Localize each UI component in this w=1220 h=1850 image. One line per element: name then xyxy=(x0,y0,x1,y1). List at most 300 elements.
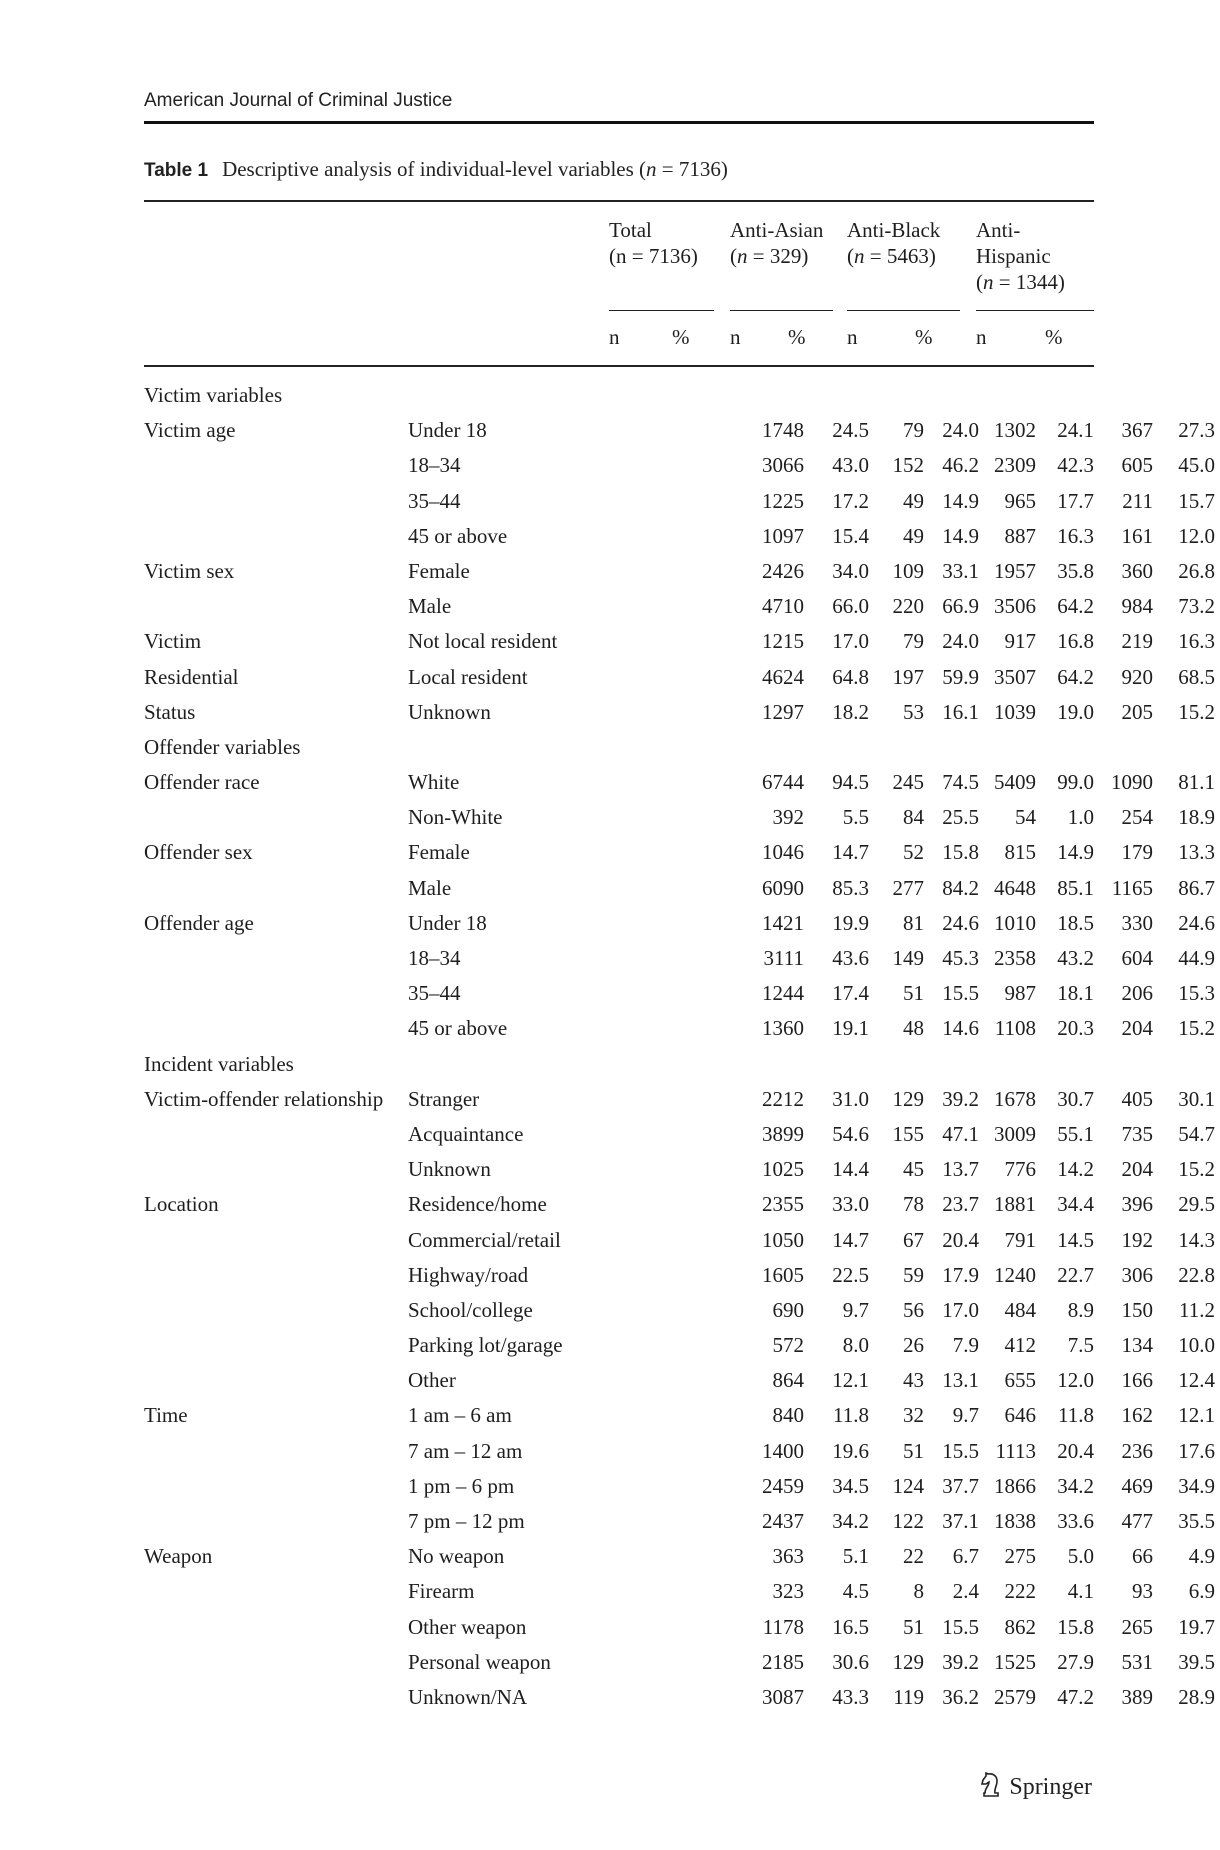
row-category: Residence/home xyxy=(408,1192,547,1217)
row-category: Commercial/retail xyxy=(408,1227,561,1252)
header-anti-hispanic-line1: Anti- xyxy=(976,218,1021,242)
header-rule xyxy=(144,121,1094,124)
cell-count: 1113 xyxy=(995,1438,1036,1463)
cell-count: 1302 xyxy=(994,418,1036,443)
cell-count: 1215 xyxy=(762,629,804,654)
cell-count: 2185 xyxy=(762,1649,804,1674)
cell-percent: 64.8 xyxy=(832,664,869,689)
cell-count: 79 xyxy=(903,629,924,654)
cell-count: 152 xyxy=(892,453,924,478)
row-category: Unknown xyxy=(408,699,491,724)
cell-count: 166 xyxy=(1121,1368,1153,1393)
cell-percent: 17.6 xyxy=(1178,1438,1215,1463)
table-row xyxy=(144,484,1215,519)
cell-count: 204 xyxy=(1121,1157,1153,1182)
cell-count: 1360 xyxy=(762,1016,804,1041)
row-variable: Incident variables xyxy=(144,1051,294,1076)
cell-percent: 14.9 xyxy=(942,523,979,548)
row-category: 18–34 xyxy=(408,946,461,970)
cell-count: 1050 xyxy=(762,1227,804,1252)
cell-count: 6744 xyxy=(762,770,804,795)
table-row xyxy=(144,800,1215,835)
row-variable: Residential xyxy=(144,664,239,689)
cell-percent: 14.9 xyxy=(1057,840,1094,865)
cell-percent: 23.7 xyxy=(942,1192,979,1217)
table-top-rule xyxy=(144,200,1094,202)
cell-percent: 45.3 xyxy=(942,946,979,970)
cell-count: 920 xyxy=(1121,664,1153,689)
cell-percent: 34.2 xyxy=(832,1509,869,1533)
cell-percent: 74.5 xyxy=(942,770,979,795)
cell-percent: 15.2 xyxy=(1178,699,1215,724)
cell-percent: 43.6 xyxy=(832,946,869,970)
cell-percent: 4.1 xyxy=(1067,1579,1094,1604)
cell-count: 162 xyxy=(1121,1403,1153,1428)
cell-count: 32 xyxy=(903,1403,924,1428)
cell-count: 265 xyxy=(1121,1614,1153,1639)
cell-count: 109 xyxy=(892,558,924,583)
cell-percent: 13.7 xyxy=(942,1157,979,1182)
cell-percent: 36.2 xyxy=(942,1684,979,1709)
row-variable: Weapon xyxy=(144,1544,213,1569)
cell-count: 51 xyxy=(903,1614,924,1639)
cell-count: 3009 xyxy=(994,1121,1036,1146)
cell-count: 1090 xyxy=(1111,770,1153,795)
table-row xyxy=(144,1610,1215,1645)
cell-percent: 15.2 xyxy=(1178,1157,1215,1182)
cell-percent: 22.5 xyxy=(832,1262,869,1287)
cell-percent: 5.5 xyxy=(842,805,869,830)
cell-percent: 99.0 xyxy=(1057,770,1094,795)
row-variable: Victim age xyxy=(144,418,236,443)
cell-count: 405 xyxy=(1121,1086,1153,1111)
subheader-n: n xyxy=(609,325,620,349)
cell-percent: 85.3 xyxy=(832,875,869,900)
cell-count: 254 xyxy=(1121,805,1153,830)
header-n-symbol: n xyxy=(983,270,994,294)
row-category: 7 pm – 12 pm xyxy=(408,1509,525,1533)
cell-percent: 86.7 xyxy=(1178,875,1215,900)
cell-count: 791 xyxy=(1004,1227,1036,1252)
subheader-n: n xyxy=(730,325,741,349)
table-label: Table 1 xyxy=(144,160,209,181)
row-category: Other xyxy=(408,1368,456,1393)
cell-count: 220 xyxy=(892,594,924,619)
cell-percent: 13.3 xyxy=(1178,840,1215,865)
cell-percent: 16.3 xyxy=(1057,523,1094,548)
cell-percent: 7.5 xyxy=(1067,1333,1094,1358)
row-variable: Victim xyxy=(144,629,202,654)
row-category: Not local resident xyxy=(408,629,558,654)
group-rule-anti-hispanic xyxy=(976,310,1094,311)
row-category: Non-White xyxy=(408,805,503,830)
table-row xyxy=(144,730,1094,765)
row-variable: Status xyxy=(144,699,196,724)
row-variable: Time xyxy=(144,1403,188,1428)
cell-percent: 84.2 xyxy=(942,875,979,900)
table-row xyxy=(144,378,1094,413)
cell-count: 3506 xyxy=(994,594,1036,619)
cell-percent: 44.9 xyxy=(1178,946,1215,970)
table-row xyxy=(144,906,1215,941)
cell-count: 1400 xyxy=(762,1438,804,1463)
header-total xyxy=(609,217,698,269)
cell-count: 392 xyxy=(772,805,804,830)
header-anti-asian-line1: Anti-Asian xyxy=(730,218,824,242)
cell-percent: 17.9 xyxy=(942,1262,979,1287)
publisher-logo xyxy=(979,1772,1092,1801)
table-row xyxy=(144,1645,1215,1680)
cell-count: 531 xyxy=(1121,1649,1153,1674)
row-category: 7 am – 12 am xyxy=(408,1438,523,1463)
cell-count: 275 xyxy=(1004,1544,1036,1569)
cell-percent: 14.7 xyxy=(832,1227,869,1252)
cell-count: 245 xyxy=(892,770,924,795)
cell-percent: 20.4 xyxy=(1057,1438,1094,1463)
table-row xyxy=(144,589,1215,624)
cell-count: 48 xyxy=(903,1016,924,1041)
row-category: Other weapon xyxy=(408,1614,527,1639)
cell-count: 149 xyxy=(892,946,924,970)
header-anti-hispanic-line2: Hispanic xyxy=(976,244,1051,268)
cell-percent: 9.7 xyxy=(952,1403,979,1428)
table-row xyxy=(144,871,1215,906)
cell-percent: 18.9 xyxy=(1178,805,1215,830)
cell-percent: 16.3 xyxy=(1178,629,1215,654)
cell-percent: 43.0 xyxy=(832,453,869,478)
row-category: Female xyxy=(408,840,470,865)
cell-count: 66 xyxy=(1132,1544,1153,1569)
cell-percent: 30.7 xyxy=(1057,1086,1094,1111)
table-row xyxy=(144,519,1215,554)
subheader-n: n xyxy=(847,325,858,349)
cell-percent: 17.7 xyxy=(1057,488,1094,513)
subheader-percent: % xyxy=(672,325,690,349)
cell-count: 412 xyxy=(1004,1333,1036,1358)
cell-count: 1225 xyxy=(762,488,804,513)
cell-count: 4710 xyxy=(762,594,804,619)
cell-percent: 81.1 xyxy=(1178,770,1215,795)
cell-percent: 11.2 xyxy=(1179,1297,1215,1322)
cell-count: 219 xyxy=(1121,629,1153,654)
cell-percent: 29.5 xyxy=(1178,1192,1215,1217)
cell-percent: 10.0 xyxy=(1178,1333,1215,1358)
cell-percent: 66.9 xyxy=(942,594,979,619)
cell-percent: 18.2 xyxy=(832,699,869,724)
cell-count: 129 xyxy=(892,1649,924,1674)
cell-count: 1605 xyxy=(762,1262,804,1287)
cell-count: 1010 xyxy=(994,910,1036,935)
table-row xyxy=(144,835,1215,870)
cell-count: 155 xyxy=(892,1121,924,1146)
cell-percent: 27.9 xyxy=(1057,1649,1094,1674)
cell-percent: 33.0 xyxy=(832,1192,869,1217)
cell-count: 987 xyxy=(1004,981,1036,1006)
row-category: Personal weapon xyxy=(408,1649,551,1674)
cell-percent: 11.8 xyxy=(1058,1403,1094,1428)
cell-count: 1678 xyxy=(994,1086,1036,1111)
cell-percent: 18.5 xyxy=(1057,910,1094,935)
cell-percent: 34.2 xyxy=(1057,1473,1094,1498)
cell-count: 396 xyxy=(1121,1192,1153,1217)
cell-percent: 24.0 xyxy=(942,418,979,443)
table-row xyxy=(144,695,1215,730)
cell-count: 1025 xyxy=(762,1157,804,1182)
cell-count: 965 xyxy=(1004,488,1036,513)
header-total-line2: (n = 7136) xyxy=(609,244,698,268)
cell-percent: 30.1 xyxy=(1178,1086,1215,1111)
table-caption xyxy=(144,157,728,182)
cell-count: 3066 xyxy=(762,453,804,478)
cell-percent: 43.3 xyxy=(832,1684,869,1709)
cell-count: 1178 xyxy=(762,1614,804,1639)
header-total-line1: Total xyxy=(609,218,652,242)
cell-count: 363 xyxy=(772,1544,804,1569)
cell-percent: 45.0 xyxy=(1178,453,1215,478)
table-row xyxy=(144,1469,1215,1504)
table-row xyxy=(144,1117,1215,1152)
cell-count: 49 xyxy=(903,523,924,548)
cell-count: 51 xyxy=(903,1438,924,1463)
cell-percent: 2.4 xyxy=(952,1579,979,1604)
table-row xyxy=(144,1187,1215,1222)
group-rule-total xyxy=(609,310,714,311)
cell-percent: 1.0 xyxy=(1067,805,1094,830)
cell-percent: 7.9 xyxy=(952,1333,979,1358)
cell-percent: 4.9 xyxy=(1188,1544,1215,1569)
cell-count: 1421 xyxy=(762,910,804,935)
cell-percent: 64.2 xyxy=(1057,664,1094,689)
cell-count: 119 xyxy=(893,1684,924,1709)
cell-count: 323 xyxy=(772,1579,804,1604)
cell-count: 67 xyxy=(903,1227,924,1252)
group-rule-anti-black xyxy=(847,310,960,311)
header-anti-asian-line2 xyxy=(730,243,823,269)
cell-percent: 24.5 xyxy=(832,418,869,443)
row-variable: Offender variables xyxy=(144,734,301,759)
cell-count: 277 xyxy=(892,875,924,900)
cell-count: 469 xyxy=(1121,1473,1153,1498)
cell-count: 690 xyxy=(772,1297,804,1322)
cell-percent: 22.7 xyxy=(1057,1262,1094,1287)
table-row xyxy=(144,1258,1215,1293)
cell-count: 179 xyxy=(1121,840,1153,865)
row-category: 1 am – 6 am xyxy=(408,1403,512,1428)
cell-percent: 64.2 xyxy=(1057,594,1094,619)
subheader-percent: % xyxy=(915,325,933,349)
cell-percent: 11.8 xyxy=(833,1403,869,1428)
cell-count: 8 xyxy=(913,1579,924,1604)
cell-count: 917 xyxy=(1004,629,1036,654)
row-category: Highway/road xyxy=(408,1262,529,1287)
cell-percent: 5.1 xyxy=(842,1544,869,1569)
caption-n-symbol: n xyxy=(646,157,657,181)
cell-count: 605 xyxy=(1121,453,1153,478)
cell-count: 840 xyxy=(772,1403,804,1428)
table-row xyxy=(144,941,1215,976)
row-category: Male xyxy=(408,594,452,619)
cell-count: 211 xyxy=(1122,488,1153,513)
row-category: 35–44 xyxy=(408,488,461,513)
cell-percent: 15.4 xyxy=(832,523,869,548)
cell-percent: 35.5 xyxy=(1178,1509,1215,1533)
row-variable: Victim variables xyxy=(144,383,283,407)
cell-percent: 47.1 xyxy=(942,1121,979,1146)
cell-count: 1881 xyxy=(994,1192,1036,1217)
table-row xyxy=(144,1680,1215,1715)
cell-percent: 15.5 xyxy=(942,1614,979,1639)
header-n-value: = 5463) xyxy=(864,244,936,268)
cell-percent: 15.5 xyxy=(942,981,979,1006)
cell-count: 129 xyxy=(892,1086,924,1111)
table-body xyxy=(144,378,1215,1715)
cell-percent: 8.9 xyxy=(1067,1297,1094,1322)
row-category: Female xyxy=(408,558,470,583)
cell-count: 2426 xyxy=(762,558,804,583)
cell-count: 56 xyxy=(903,1297,924,1322)
subheader-percent: % xyxy=(1045,325,1063,349)
cell-count: 984 xyxy=(1121,594,1153,619)
row-category: Unknown/NA xyxy=(408,1684,527,1709)
table-row xyxy=(144,1398,1215,1433)
cell-percent: 59.9 xyxy=(942,664,979,689)
cell-percent: 27.3 xyxy=(1178,418,1215,443)
cell-count: 78 xyxy=(903,1192,924,1217)
cell-percent: 39.5 xyxy=(1178,1649,1215,1674)
cell-count: 815 xyxy=(1004,840,1036,865)
table-row xyxy=(144,765,1215,800)
table-row xyxy=(144,413,1215,448)
cell-count: 389 xyxy=(1121,1684,1153,1709)
cell-count: 367 xyxy=(1121,418,1153,443)
cell-count: 122 xyxy=(892,1509,924,1533)
table-row xyxy=(144,976,1215,1011)
cell-percent: 9.7 xyxy=(842,1297,869,1322)
table-row xyxy=(144,1082,1215,1117)
caption-text: Descriptive analysis of individual-level variables ( xyxy=(222,157,647,181)
cell-percent: 37.1 xyxy=(942,1509,979,1533)
cell-percent: 39.2 xyxy=(942,1086,979,1111)
cell-count: 1046 xyxy=(762,840,804,865)
cell-count: 646 xyxy=(1004,1403,1036,1428)
cell-percent: 19.0 xyxy=(1057,699,1094,724)
cell-count: 43 xyxy=(903,1368,924,1393)
row-category: Under 18 xyxy=(408,418,487,443)
cell-count: 22 xyxy=(903,1544,924,1569)
cell-count: 1957 xyxy=(994,558,1036,583)
cell-percent: 17.0 xyxy=(942,1297,979,1322)
cell-percent: 68.5 xyxy=(1178,664,1215,689)
cell-count: 1297 xyxy=(762,699,804,724)
row-category: Firearm xyxy=(408,1579,475,1604)
cell-percent: 47.2 xyxy=(1057,1684,1094,1709)
cell-count: 236 xyxy=(1121,1438,1153,1463)
table-row xyxy=(144,1574,1215,1609)
cell-count: 572 xyxy=(772,1333,804,1358)
cell-percent: 5.0 xyxy=(1067,1544,1094,1569)
cell-percent: 12.0 xyxy=(1057,1368,1094,1393)
cell-count: 3087 xyxy=(762,1684,804,1709)
row-category: 18–34 xyxy=(408,453,461,478)
cell-count: 53 xyxy=(903,699,924,724)
cell-percent: 14.2 xyxy=(1057,1157,1094,1182)
cell-percent: 42.3 xyxy=(1057,453,1094,478)
cell-count: 887 xyxy=(1004,523,1036,548)
cell-percent: 17.0 xyxy=(832,629,869,654)
cell-count: 4624 xyxy=(762,664,804,689)
row-category: 45 or above xyxy=(408,1016,508,1041)
table-row xyxy=(144,624,1215,659)
cell-count: 1244 xyxy=(762,981,804,1006)
cell-count: 1097 xyxy=(762,523,804,548)
cell-percent: 15.8 xyxy=(942,840,979,865)
cell-percent: 39.2 xyxy=(942,1649,979,1674)
cell-percent: 16.1 xyxy=(942,699,979,724)
cell-count: 204 xyxy=(1121,1016,1153,1041)
cell-count: 51 xyxy=(903,981,924,1006)
header-anti-black xyxy=(847,217,940,269)
cell-percent: 24.6 xyxy=(942,910,979,935)
cell-count: 2459 xyxy=(762,1473,804,1498)
header-n-value: = 1344) xyxy=(993,270,1065,294)
row-variable: Offender race xyxy=(144,770,260,795)
cell-percent: 19.9 xyxy=(832,910,869,935)
cell-count: 79 xyxy=(903,418,924,443)
header-n-value: = 329) xyxy=(747,244,809,268)
cell-percent: 12.4 xyxy=(1178,1368,1215,1393)
cell-percent: 35.8 xyxy=(1057,558,1094,583)
cell-percent: 14.4 xyxy=(832,1157,869,1182)
publisher-name: Springer xyxy=(1009,1774,1092,1800)
table-row xyxy=(144,1152,1215,1187)
journal-name: American Journal of Criminal Justice xyxy=(144,90,453,111)
cell-percent: 19.1 xyxy=(832,1016,869,1041)
cell-count: 134 xyxy=(1121,1333,1153,1358)
cell-count: 49 xyxy=(903,488,924,513)
cell-percent: 20.4 xyxy=(942,1227,979,1252)
table-row xyxy=(144,1293,1215,1328)
header-anti-asian xyxy=(730,217,823,269)
row-category: White xyxy=(408,770,460,795)
cell-count: 124 xyxy=(892,1473,924,1498)
cell-percent: 24.6 xyxy=(1178,910,1215,935)
header-paren: ( xyxy=(730,244,737,268)
row-variable: Location xyxy=(144,1192,219,1217)
cell-percent: 46.2 xyxy=(942,453,979,478)
cell-percent: 14.3 xyxy=(1178,1227,1215,1252)
cell-count: 735 xyxy=(1121,1121,1153,1146)
table-row xyxy=(144,1223,1215,1258)
header-bottom-rule xyxy=(144,365,1094,367)
cell-percent: 85.1 xyxy=(1057,875,1094,900)
table-row xyxy=(144,1363,1215,1398)
cell-percent: 66.0 xyxy=(832,594,869,619)
subheader-percent: % xyxy=(788,325,806,349)
caption-n-value: = 7136) xyxy=(656,157,728,181)
cell-percent: 12.1 xyxy=(1178,1403,1215,1428)
cell-count: 84 xyxy=(903,805,924,830)
cell-percent: 25.5 xyxy=(942,805,979,830)
cell-count: 477 xyxy=(1121,1509,1153,1533)
header-anti-black-line1: Anti-Black xyxy=(847,218,941,242)
row-category: Under 18 xyxy=(408,910,487,935)
cell-percent: 15.7 xyxy=(1178,488,1215,513)
cell-count: 59 xyxy=(903,1262,924,1287)
subheader-n: n xyxy=(976,325,987,349)
cell-count: 330 xyxy=(1121,910,1153,935)
cell-count: 81 xyxy=(903,910,924,935)
cell-percent: 12.0 xyxy=(1178,523,1215,548)
